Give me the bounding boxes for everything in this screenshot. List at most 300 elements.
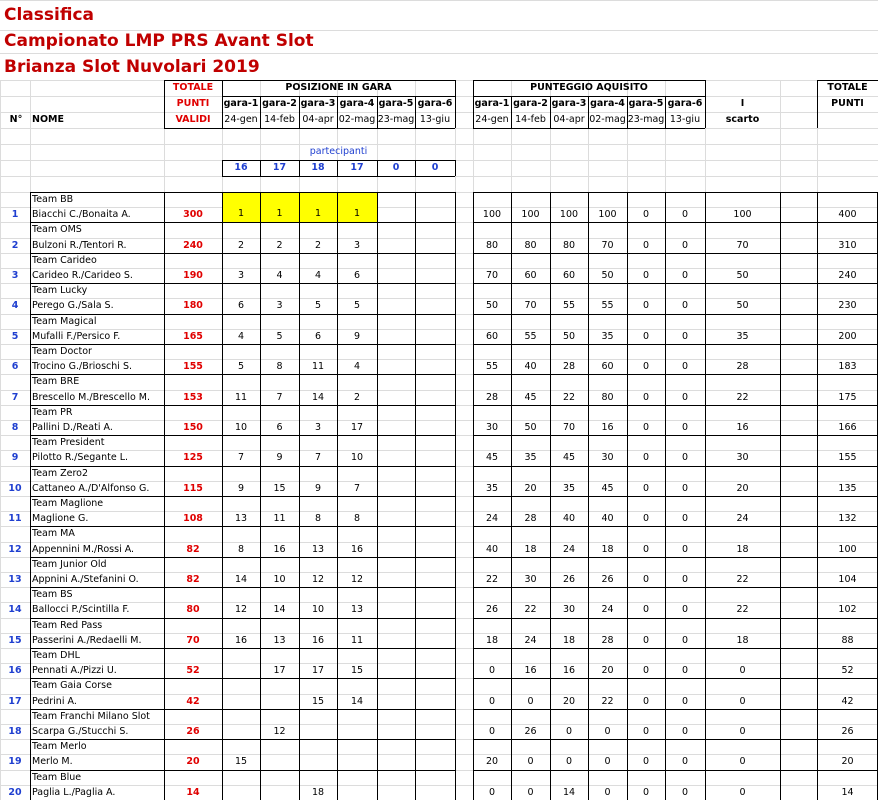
rank-number: 16 xyxy=(8,665,22,677)
team-name: Team Lucky xyxy=(32,285,88,297)
race-points: 0 xyxy=(681,330,689,342)
race-points: 80 xyxy=(485,239,499,251)
race-position xyxy=(415,724,455,739)
punti-validi: 52 xyxy=(186,665,200,677)
border xyxy=(817,80,878,81)
race-points: 18 xyxy=(601,543,614,555)
team-name: Team Red Pass xyxy=(32,619,103,631)
column-border xyxy=(473,192,474,800)
scarto-value: 22 xyxy=(736,574,749,585)
race-position: 3 xyxy=(276,300,283,312)
race-points: 45 xyxy=(485,452,499,464)
header-race-position: gara-2 xyxy=(262,98,297,109)
row-border xyxy=(30,435,164,436)
row-border xyxy=(30,314,164,315)
race-points: 0 xyxy=(681,786,689,798)
row-border xyxy=(705,648,878,649)
race-position xyxy=(415,268,455,283)
race-position: 15 xyxy=(234,756,248,768)
race-position: 5 xyxy=(353,300,361,312)
race-position: 4 xyxy=(314,270,322,281)
race-points: 28 xyxy=(562,361,576,373)
race-position: 9 xyxy=(276,452,283,464)
scarto-value: 22 xyxy=(736,391,749,403)
row-border xyxy=(164,466,455,467)
header-posizione-in-gara: POSIZIONE IN GARA xyxy=(285,82,392,93)
race-position: 13 xyxy=(234,513,248,525)
race-points: 22 xyxy=(562,391,576,403)
header-totale: TOTALE xyxy=(172,82,214,93)
race-position: 15 xyxy=(311,695,325,707)
race-points: 0 xyxy=(681,452,689,464)
race-points: 0 xyxy=(565,726,573,737)
race-points: 0 xyxy=(642,209,650,221)
race-points: 0 xyxy=(642,361,650,373)
race-points: 40 xyxy=(485,543,499,555)
row-border xyxy=(30,192,164,193)
race-points: 0 xyxy=(681,574,689,585)
race-position: 15 xyxy=(350,665,364,677)
totale-punti: 100 xyxy=(838,543,857,555)
row-border xyxy=(705,466,878,467)
header-date-position: 04-apr xyxy=(302,114,334,125)
race-position: 7 xyxy=(353,482,361,494)
race-points: 35 xyxy=(601,330,614,342)
race-position: 6 xyxy=(237,300,245,312)
participants-count: 17 xyxy=(350,162,364,173)
punti-validi: 115 xyxy=(183,482,203,494)
punti-validi: 190 xyxy=(183,270,203,281)
drivers-name: Pallini D./Reati A. xyxy=(32,422,113,433)
rank-number: 4 xyxy=(11,300,19,312)
row-border xyxy=(473,192,705,193)
scarto-value: 0 xyxy=(739,726,746,737)
row-border xyxy=(473,344,705,345)
race-points: 30 xyxy=(601,452,614,464)
race-points: 60 xyxy=(562,270,576,281)
row-border xyxy=(473,314,705,315)
race-points: 40 xyxy=(601,513,614,525)
race-points: 24 xyxy=(601,604,614,616)
race-points: 30 xyxy=(485,422,499,433)
scarto-value: 70 xyxy=(736,239,749,251)
drivers-name: Pennati A./Pizzi U. xyxy=(32,665,117,677)
race-position: 1 xyxy=(222,192,260,222)
column-border xyxy=(415,192,416,800)
row-border xyxy=(164,192,455,193)
race-position: 14 xyxy=(273,604,286,616)
participants-label: partecipanti xyxy=(309,146,368,157)
border xyxy=(455,160,456,176)
race-points: 0 xyxy=(681,634,689,646)
row-border xyxy=(473,283,705,284)
border xyxy=(473,128,705,129)
race-points: 55 xyxy=(601,300,614,312)
race-points: 0 xyxy=(681,665,689,677)
scarto-value: 28 xyxy=(736,361,749,373)
grid-line-horizontal xyxy=(0,53,878,54)
border xyxy=(473,96,474,128)
column-border xyxy=(817,192,818,800)
totale-punti: 88 xyxy=(841,634,854,646)
scarto-value: 0 xyxy=(739,665,746,677)
race-position xyxy=(415,298,455,313)
race-position: 13 xyxy=(273,634,286,646)
totale-punti: 102 xyxy=(838,604,857,616)
border xyxy=(222,160,455,161)
row-border xyxy=(164,435,455,436)
race-position: 17 xyxy=(350,422,364,433)
race-points: 80 xyxy=(524,239,537,251)
race-position: 10 xyxy=(311,604,325,616)
race-position: 17 xyxy=(311,665,325,677)
race-points: 28 xyxy=(601,634,614,646)
drivers-name: Brescello M./Brescello M. xyxy=(32,391,151,403)
row-border xyxy=(705,405,878,406)
race-points: 0 xyxy=(527,695,534,707)
race-points: 16 xyxy=(562,665,576,677)
participants-count: 0 xyxy=(431,162,439,173)
race-points: 0 xyxy=(681,604,689,616)
column-border xyxy=(550,192,551,800)
rank-number: 2 xyxy=(11,239,19,251)
punti-validi: 125 xyxy=(183,452,203,464)
scarto-value: 30 xyxy=(736,452,749,464)
row-border xyxy=(164,678,455,679)
team-name: Team MA xyxy=(32,528,75,540)
race-position: 2 xyxy=(353,391,361,403)
header-date-position: 02-mag xyxy=(338,114,376,125)
race-points: 40 xyxy=(524,361,537,373)
race-position: 14 xyxy=(311,391,325,403)
row-border xyxy=(705,344,878,345)
team-name: Team Zero2 xyxy=(32,467,89,479)
border xyxy=(455,96,456,128)
row-border xyxy=(30,678,164,679)
race-position xyxy=(377,450,415,465)
race-position xyxy=(377,207,415,222)
header-date-points: 04-apr xyxy=(553,114,585,125)
row-border xyxy=(473,587,705,588)
header-date-position: 13-giu xyxy=(419,114,451,125)
race-points: 0 xyxy=(488,786,496,798)
race-points: 0 xyxy=(681,270,689,281)
race-position: 12 xyxy=(350,574,364,585)
punti-validi: 300 xyxy=(183,209,203,221)
row-border xyxy=(473,253,705,254)
row-border xyxy=(30,222,164,223)
border xyxy=(377,160,378,176)
race-points: 14 xyxy=(562,786,576,798)
column-border xyxy=(780,192,781,800)
drivers-name: Trocino G./Brioschi S. xyxy=(32,361,132,373)
row-border xyxy=(30,344,164,345)
border xyxy=(337,96,338,128)
race-position: 10 xyxy=(234,422,248,433)
race-points: 0 xyxy=(642,330,650,342)
grid-line-vertical xyxy=(0,80,1,800)
race-position: 16 xyxy=(273,543,286,555)
race-points: 60 xyxy=(485,330,499,342)
scarto-value: 35 xyxy=(736,330,749,342)
punti-validi: 150 xyxy=(183,422,203,433)
race-points: 70 xyxy=(562,422,576,433)
team-name: Team Franchi Milano Slot xyxy=(32,710,150,722)
race-position xyxy=(299,724,337,739)
row-border xyxy=(473,618,705,619)
race-points: 35 xyxy=(562,482,576,494)
race-position xyxy=(377,511,415,526)
race-position: 4 xyxy=(237,330,245,342)
race-position: 11 xyxy=(311,361,325,373)
header-punteggio-aquisito: PUNTEGGIO AQUISITO xyxy=(530,82,648,93)
team-name: Team Carideo xyxy=(32,254,97,266)
race-points: 22 xyxy=(524,604,537,616)
race-position xyxy=(415,663,455,678)
border xyxy=(588,96,589,128)
race-position: 3 xyxy=(353,239,361,251)
team-name: Team BRE xyxy=(32,376,80,388)
race-position xyxy=(415,481,455,496)
row-border xyxy=(164,283,455,284)
column-border xyxy=(164,192,165,800)
race-position: 2 xyxy=(237,239,245,251)
race-points: 0 xyxy=(681,209,689,221)
scarto-value: 50 xyxy=(736,270,749,281)
race-points: 28 xyxy=(524,513,537,525)
totale-punti: 14 xyxy=(841,786,854,798)
race-points: 0 xyxy=(681,726,689,737)
row-border xyxy=(164,222,455,223)
row-border xyxy=(164,374,455,375)
race-position: 15 xyxy=(273,482,286,494)
drivers-name: Appennini M./Rossi A. xyxy=(32,543,135,555)
row-border xyxy=(164,587,455,588)
column-border xyxy=(337,192,338,800)
team-name: Team Doctor xyxy=(32,346,92,357)
race-points: 26 xyxy=(562,574,576,585)
border xyxy=(473,96,705,97)
race-position: 10 xyxy=(350,452,364,464)
race-position: 6 xyxy=(353,270,361,281)
row-border xyxy=(705,770,878,771)
race-position xyxy=(337,724,377,739)
race-points: 0 xyxy=(681,361,689,373)
race-position: 6 xyxy=(314,330,322,342)
row-border xyxy=(473,709,705,710)
race-position xyxy=(377,390,415,405)
drivers-name: Scarpa G./Stucchi S. xyxy=(32,726,129,737)
race-position xyxy=(377,724,415,739)
race-position xyxy=(377,663,415,678)
race-points: 0 xyxy=(681,422,689,433)
race-points: 20 xyxy=(485,756,499,768)
race-position xyxy=(222,785,260,800)
participants-count: 17 xyxy=(272,162,287,173)
drivers-name: Cattaneo A./D'Alfonso G. xyxy=(32,482,150,494)
header-validi: VALIDI xyxy=(175,114,211,125)
race-points: 45 xyxy=(562,452,576,464)
race-position: 17 xyxy=(273,665,286,677)
race-position xyxy=(377,602,415,617)
drivers-name: Biacchi C./Bonaita A. xyxy=(32,209,131,221)
race-points: 0 xyxy=(642,452,650,464)
drivers-name: Pedrini A. xyxy=(32,695,77,707)
race-position xyxy=(222,724,260,739)
scarto-value: 0 xyxy=(739,786,746,798)
race-points: 0 xyxy=(642,300,650,312)
punti-validi: 80 xyxy=(186,604,200,616)
rank-number: 18 xyxy=(8,726,22,737)
race-points: 24 xyxy=(524,634,537,646)
race-points: 0 xyxy=(488,726,496,737)
scarto-value: 18 xyxy=(736,634,749,646)
totale-punti: 20 xyxy=(841,756,854,768)
punti-validi: 42 xyxy=(186,695,200,707)
race-position: 9 xyxy=(237,482,245,494)
rank-number: 13 xyxy=(8,574,22,585)
race-points: 0 xyxy=(681,695,689,707)
border xyxy=(222,80,223,96)
scarto-value: 0 xyxy=(739,695,746,707)
race-position: 9 xyxy=(353,330,361,342)
row-border xyxy=(705,557,878,558)
header-race-position: gara-6 xyxy=(417,98,453,109)
race-position xyxy=(415,450,455,465)
race-position xyxy=(377,572,415,587)
header-scarto-number: I xyxy=(740,98,745,109)
drivers-name: Paglia L./Paglia A. xyxy=(32,786,116,798)
race-position: 7 xyxy=(276,391,283,403)
column-border xyxy=(377,192,378,800)
race-position xyxy=(377,268,415,283)
race-points: 80 xyxy=(562,239,576,251)
column-border xyxy=(455,192,456,800)
border xyxy=(164,80,455,81)
race-points: 55 xyxy=(562,300,576,312)
scarto-value: 0 xyxy=(739,756,746,768)
race-points: 16 xyxy=(601,422,614,433)
header-punti: PUNTI xyxy=(176,98,210,109)
race-points: 0 xyxy=(488,695,496,707)
race-points: 35 xyxy=(485,482,499,494)
team-name: Team President xyxy=(32,437,105,449)
race-position xyxy=(377,420,415,435)
race-position xyxy=(415,572,455,587)
border xyxy=(550,96,551,128)
race-position: 13 xyxy=(350,604,364,616)
race-position: 5 xyxy=(314,300,322,312)
row-border xyxy=(30,374,164,375)
race-points: 0 xyxy=(642,665,650,677)
punti-validi: 20 xyxy=(186,756,200,768)
header-race-position: gara-4 xyxy=(339,98,375,109)
race-position: 2 xyxy=(314,239,322,251)
race-points: 0 xyxy=(604,786,611,798)
row-border xyxy=(473,466,705,467)
border xyxy=(377,96,378,128)
border xyxy=(222,160,223,176)
punti-validi: 82 xyxy=(186,574,200,585)
row-border xyxy=(30,253,164,254)
race-position xyxy=(415,754,455,769)
race-points: 26 xyxy=(601,574,614,585)
border xyxy=(627,96,628,128)
row-border xyxy=(164,496,455,497)
race-position: 11 xyxy=(234,391,248,403)
race-position: 10 xyxy=(273,574,286,585)
rank-number: 14 xyxy=(8,604,22,616)
race-points: 70 xyxy=(524,300,537,312)
header-race-position: gara-5 xyxy=(378,98,414,109)
header-date-position: 24-gen xyxy=(224,114,258,125)
row-border xyxy=(164,739,455,740)
row-border xyxy=(164,770,455,771)
race-points: 18 xyxy=(485,634,499,646)
punti-validi: 153 xyxy=(183,391,203,403)
race-points: 55 xyxy=(524,330,537,342)
drivers-name: Merlo M. xyxy=(32,756,73,768)
totale-punti: 400 xyxy=(838,209,857,221)
race-position: 14 xyxy=(234,574,248,585)
rank-number: 5 xyxy=(11,330,19,342)
race-position xyxy=(337,754,377,769)
race-position: 16 xyxy=(311,634,325,646)
border xyxy=(299,96,300,128)
totale-punti: 200 xyxy=(838,330,857,342)
race-points: 50 xyxy=(524,422,537,433)
punti-validi: 26 xyxy=(186,726,200,737)
race-position xyxy=(222,663,260,678)
row-border xyxy=(473,678,705,679)
border xyxy=(705,96,706,128)
team-name: Team Merlo xyxy=(32,741,87,753)
border xyxy=(337,160,338,176)
drivers-name: Carideo R./Carideo S. xyxy=(32,270,133,281)
punti-validi: 180 xyxy=(183,300,203,312)
race-position xyxy=(415,238,455,253)
race-position: 3 xyxy=(237,270,245,281)
race-points: 26 xyxy=(524,726,537,737)
row-border xyxy=(705,253,878,254)
race-position xyxy=(377,754,415,769)
race-position: 7 xyxy=(237,452,245,464)
row-border xyxy=(30,557,164,558)
header-race-points: gara-1 xyxy=(474,98,510,109)
race-points: 100 xyxy=(598,209,617,221)
race-points: 0 xyxy=(642,756,650,768)
punti-validi: 165 xyxy=(183,330,203,342)
border xyxy=(415,160,416,176)
border xyxy=(299,160,300,176)
header-date-points: 14-feb xyxy=(515,114,546,125)
race-position xyxy=(377,298,415,313)
team-name: Team PR xyxy=(32,406,73,418)
row-border xyxy=(30,770,164,771)
drivers-name: Mufalli F./Persico F. xyxy=(32,330,121,342)
rank-number: 9 xyxy=(11,452,19,464)
race-points: 0 xyxy=(604,726,611,737)
column-border xyxy=(705,192,706,800)
race-points: 22 xyxy=(601,695,614,707)
race-position: 2 xyxy=(276,239,283,251)
row-border xyxy=(705,739,878,740)
race-points: 0 xyxy=(642,604,650,616)
race-points: 100 xyxy=(521,209,540,221)
race-points: 70 xyxy=(485,270,499,281)
race-points: 30 xyxy=(524,574,537,585)
rank-number: 17 xyxy=(8,695,22,707)
